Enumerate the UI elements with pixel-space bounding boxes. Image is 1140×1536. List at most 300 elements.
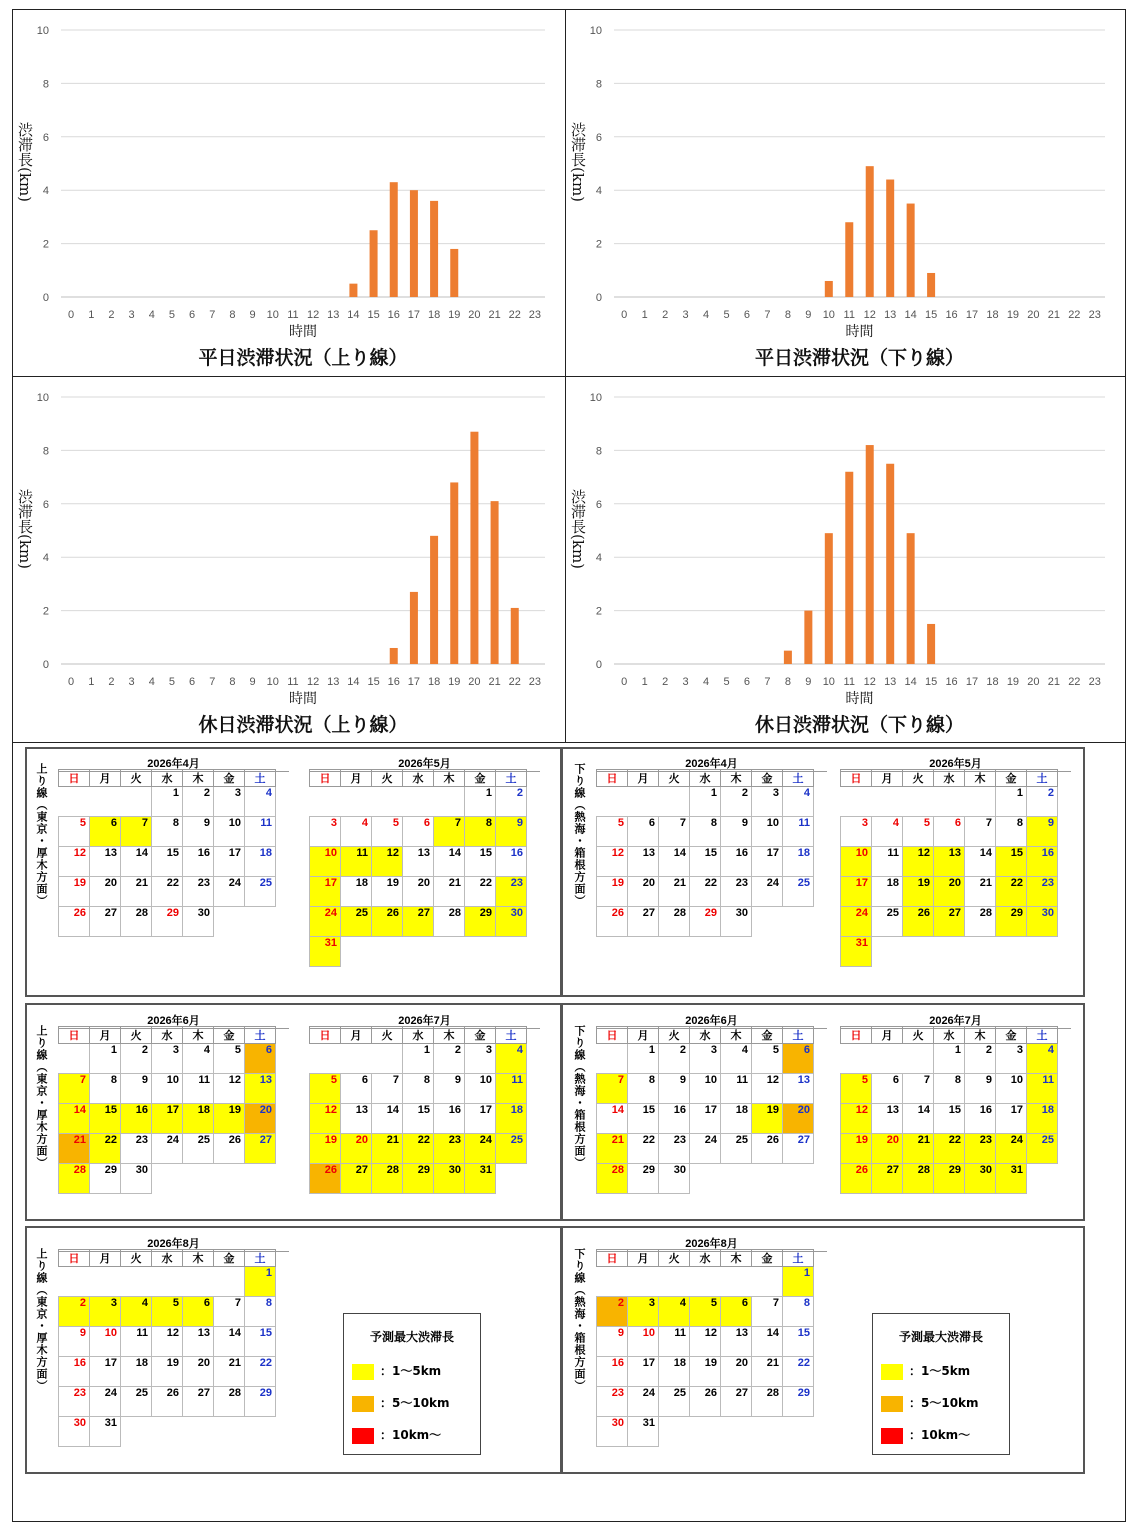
calendar-month-title: 2026年8月 [58, 1235, 289, 1252]
weekday-header: 木 [965, 1027, 996, 1044]
x-tick-label: 3 [682, 676, 689, 688]
calendar-empty-cell [121, 1267, 152, 1297]
calendar-day: 2 [659, 1044, 690, 1074]
calendar-day: 6 [90, 817, 121, 847]
calendar-empty-cell [372, 787, 403, 817]
calendar-empty-cell [90, 1267, 121, 1297]
calendar-day: 3 [310, 817, 341, 847]
legend-item-10km [881, 1426, 970, 1444]
y-tick-label: 6 [595, 131, 602, 144]
calendar-day: 26 [903, 907, 934, 937]
x-tick-label: 17 [407, 309, 421, 321]
bar [370, 230, 378, 297]
calendar-day: 26 [152, 1387, 183, 1417]
calendar-day: 29 [996, 907, 1027, 937]
calendar-day: 8 [783, 1297, 814, 1327]
calendar-day: 13 [341, 1104, 372, 1134]
legend-swatch-red [881, 1428, 903, 1444]
x-tick-label: 3 [682, 309, 689, 321]
calendar-day: 17 [310, 877, 341, 907]
calendar-day: 19 [310, 1134, 341, 1164]
calendar-day: 19 [59, 877, 90, 907]
calendar-day: 23 [121, 1134, 152, 1164]
x-tick-label: 10 [822, 676, 835, 688]
calendar-day: 25 [721, 1134, 752, 1164]
weekday-header: 金 [465, 770, 496, 787]
x-tick-label: 6 [743, 309, 751, 321]
x-tick-label: 1 [88, 676, 95, 688]
y-tick-label: 10 [36, 25, 49, 37]
y-tick-label: 0 [595, 292, 602, 304]
x-tick-label: 4 [148, 676, 155, 688]
calendar-day: 20 [341, 1134, 372, 1164]
calendar-empty-cell [1027, 937, 1058, 967]
x-tick-label: 7 [764, 676, 771, 688]
x-tick-label: 10 [266, 309, 279, 321]
legend-label: ：5～10km [909, 1396, 979, 1410]
calendar-day: 19 [841, 1134, 872, 1164]
x-tick-label: 17 [965, 676, 979, 688]
calendar-empty-cell [659, 787, 690, 817]
calendar-day: 26 [310, 1164, 341, 1194]
y-tick-label: 6 [42, 131, 49, 144]
calendar-day: 22 [628, 1134, 659, 1164]
bar [450, 482, 458, 664]
calendar-empty-cell [872, 937, 903, 967]
calendar-day: 1 [934, 1044, 965, 1074]
calendar-month-title: 2026年4月 [596, 755, 827, 772]
y-tick-label: 0 [42, 659, 49, 671]
calendar-day: 7 [659, 817, 690, 847]
calendar-day: 15 [465, 847, 496, 877]
calendar-empty-cell [152, 1164, 183, 1194]
x-tick-label: 23 [1088, 676, 1101, 688]
calendar-day: 1 [152, 787, 183, 817]
x-tick-label: 6 [743, 676, 751, 688]
calendar-day: 2 [59, 1297, 90, 1327]
calendar-day: 18 [1027, 1104, 1058, 1134]
calendar-day: 13 [872, 1104, 903, 1134]
calendar-day: 27 [628, 907, 659, 937]
x-tick-label: 23 [528, 676, 542, 688]
x-tick-label: 8 [784, 676, 791, 688]
calendar-day: 30 [965, 1164, 996, 1194]
calendar-day: 19 [214, 1104, 245, 1134]
calendar-day: 22 [934, 1134, 965, 1164]
calendar-day: 2 [965, 1044, 996, 1074]
y-tick-label: 2 [595, 238, 602, 251]
calendar-day: 27 [245, 1134, 276, 1164]
x-tick-label: 22 [1068, 676, 1081, 688]
weekday-header: 日 [310, 770, 341, 787]
calendar-empty-cell [597, 1267, 628, 1297]
calendar-day: 12 [59, 847, 90, 877]
calendar-day: 15 [152, 847, 183, 877]
x-tick-label: 5 [168, 309, 175, 321]
calendar-day: 28 [214, 1387, 245, 1417]
weekday-header: 月 [90, 1027, 121, 1044]
x-tick-label: 12 [863, 309, 876, 321]
x-tick-label: 8 [784, 309, 791, 321]
x-tick-label: 18 [986, 309, 999, 321]
calendar-day: 16 [1027, 847, 1058, 877]
weekday-header: 水 [690, 1027, 721, 1044]
calendar-day: 14 [59, 1104, 90, 1134]
weekday-header: 水 [934, 770, 965, 787]
x-tick-label: 17 [407, 676, 421, 688]
calendar-day: 5 [597, 817, 628, 847]
calendar-day: 7 [597, 1074, 628, 1104]
y-axis-label: 渋滞長(km) [16, 122, 34, 203]
calendar-day: 20 [721, 1357, 752, 1387]
calendar-day: 25 [1027, 1134, 1058, 1164]
calendar-day: 27 [872, 1164, 903, 1194]
calendar-day: 16 [721, 847, 752, 877]
calendar-empty-cell [1027, 1164, 1058, 1194]
bar [511, 608, 519, 664]
calendar-day: 11 [496, 1074, 527, 1104]
calendar-day: 26 [841, 1164, 872, 1194]
calendar-day: 3 [465, 1044, 496, 1074]
bar [410, 190, 418, 297]
x-tick-label: 20 [1027, 309, 1040, 321]
calendar-day: 9 [121, 1074, 152, 1104]
weekday-header: 日 [59, 1250, 90, 1267]
weekday-header: 火 [659, 1250, 690, 1267]
calendar-empty-cell [783, 1164, 814, 1194]
y-tick-label: 10 [36, 392, 49, 404]
calendar-day: 29 [152, 907, 183, 937]
calendar-day: 10 [996, 1074, 1027, 1104]
calendar-day: 20 [934, 877, 965, 907]
bar [866, 445, 874, 664]
calendar-day: 6 [628, 817, 659, 847]
y-tick-label: 4 [595, 185, 602, 198]
x-tick-label: 12 [306, 676, 320, 688]
x-tick-label: 0 [621, 309, 628, 321]
x-tick-label: 2 [662, 676, 669, 688]
weekday-header: 火 [659, 770, 690, 787]
calendar-empty-cell [310, 787, 341, 817]
calendar-day: 5 [152, 1297, 183, 1327]
calendar-day: 25 [496, 1134, 527, 1164]
calendar-day: 2 [183, 787, 214, 817]
calendar-day: 28 [372, 1164, 403, 1194]
calendar-day: 23 [183, 877, 214, 907]
x-axis-label: 時間 [289, 324, 317, 340]
x-tick-label: 5 [168, 676, 175, 688]
calendar-day: 14 [965, 847, 996, 877]
calendar-day: 5 [690, 1297, 721, 1327]
chart-panel-weekday-up [12, 9, 566, 377]
calendar-empty-cell [841, 1044, 872, 1074]
calendar-day: 2 [1027, 787, 1058, 817]
calendar-day: 29 [245, 1387, 276, 1417]
weekday-header: 土 [1027, 770, 1058, 787]
calendar-day: 14 [659, 847, 690, 877]
calendar-day: 1 [996, 787, 1027, 817]
calendar-day: 20 [783, 1104, 814, 1134]
y-tick-label: 8 [42, 445, 49, 458]
calendar-day: 29 [403, 1164, 434, 1194]
y-tick-label: 4 [42, 185, 49, 198]
calendar-day: 22 [783, 1357, 814, 1387]
direction-label-down: 下り線（熱海・箱根方面） [573, 1248, 586, 1392]
calendar-empty-cell [59, 1267, 90, 1297]
bar [927, 273, 935, 297]
calendar-day: 23 [721, 877, 752, 907]
calendar-day: 28 [121, 907, 152, 937]
calendar-day: 31 [841, 937, 872, 967]
x-tick-label: 3 [128, 309, 135, 321]
x-tick-label: 1 [88, 309, 95, 321]
x-tick-label: 13 [884, 676, 897, 688]
calendar-day: 11 [341, 847, 372, 877]
x-tick-label: 8 [229, 309, 236, 321]
x-tick-label: 14 [347, 309, 360, 321]
calendar-day: 31 [628, 1417, 659, 1447]
calendar-day: 22 [465, 877, 496, 907]
x-tick-label: 18 [427, 676, 441, 688]
calendar-day: 17 [628, 1357, 659, 1387]
chart-holiday-down [566, 377, 1127, 744]
calendar-day: 3 [996, 1044, 1027, 1074]
calendar-day: 9 [59, 1327, 90, 1357]
x-tick-label: 14 [904, 676, 917, 688]
calendar-day: 12 [690, 1327, 721, 1357]
x-tick-label: 2 [108, 309, 115, 321]
legend-title: 予測最大渋滞長 [369, 1330, 454, 1344]
weekday-header: 日 [59, 770, 90, 787]
y-tick-label: 8 [595, 445, 602, 458]
calendar-empty-cell [183, 1164, 214, 1194]
calendar-day: 25 [659, 1387, 690, 1417]
calendar-day: 25 [341, 907, 372, 937]
calendar-day: 5 [841, 1074, 872, 1104]
calendar-day: 27 [90, 907, 121, 937]
calendar-day: 8 [245, 1297, 276, 1327]
weekday-header: 月 [628, 1027, 659, 1044]
calendar-empty-cell [628, 1267, 659, 1297]
legend-swatch-yellow [352, 1364, 374, 1380]
weekday-header: 月 [872, 1027, 903, 1044]
x-tick-label: 21 [488, 309, 501, 321]
calendar-empty-cell [245, 1164, 276, 1194]
calendar-day: 25 [872, 907, 903, 937]
calendar-day: 28 [434, 907, 465, 937]
weekday-header: 木 [183, 1027, 214, 1044]
bar [825, 533, 833, 664]
chart-weekday-down [566, 10, 1127, 378]
direction-label-up: 上り線（東京・厚木方面） [35, 1025, 48, 1169]
calendar-day: 14 [752, 1327, 783, 1357]
x-tick-label: 23 [1088, 309, 1101, 321]
y-tick-label: 10 [589, 392, 602, 404]
calendar-up-month [58, 1026, 276, 1194]
calendar-empty-cell [934, 937, 965, 967]
calendar-day: 21 [121, 877, 152, 907]
weekday-header: 月 [341, 1027, 372, 1044]
calendar-day: 16 [183, 847, 214, 877]
calendar-empty-cell [783, 907, 814, 937]
calendar-day: 19 [152, 1357, 183, 1387]
calendar-day: 24 [628, 1387, 659, 1417]
calendar-day: 10 [841, 847, 872, 877]
x-tick-label: 12 [306, 309, 320, 321]
calendar-day: 20 [245, 1104, 276, 1134]
calendar-day: 30 [121, 1164, 152, 1194]
calendar-day: 5 [903, 817, 934, 847]
calendar-day: 23 [597, 1387, 628, 1417]
calendar-day: 25 [245, 877, 276, 907]
weekday-header: 木 [721, 1027, 752, 1044]
calendar-empty-cell [341, 1044, 372, 1074]
bar [430, 536, 438, 664]
weekday-header: 火 [372, 770, 403, 787]
calendar-day: 17 [465, 1104, 496, 1134]
calendar-day: 1 [690, 787, 721, 817]
calendar-empty-cell [465, 937, 496, 967]
calendar-day: 12 [214, 1074, 245, 1104]
legend-label: ：10km～ [380, 1428, 442, 1442]
x-tick-label: 9 [249, 676, 256, 688]
calendar-day: 11 [659, 1327, 690, 1357]
weekday-header: 木 [434, 1027, 465, 1044]
calendar-day: 18 [121, 1357, 152, 1387]
calendar-day: 6 [245, 1044, 276, 1074]
y-axis-label: 渋滞長(km) [16, 489, 34, 570]
bar [886, 180, 894, 297]
calendar-day: 19 [597, 877, 628, 907]
calendar-day: 26 [59, 907, 90, 937]
calendar-day: 26 [597, 907, 628, 937]
calendar-day: 8 [934, 1074, 965, 1104]
weekday-header: 火 [121, 1250, 152, 1267]
weekday-header: 土 [245, 770, 276, 787]
calendar-day: 2 [721, 787, 752, 817]
calendar-up-month [309, 1026, 527, 1194]
x-tick-label: 21 [1047, 309, 1060, 321]
calendar-day: 12 [597, 847, 628, 877]
calendar-day: 11 [1027, 1074, 1058, 1104]
x-tick-label: 15 [367, 309, 380, 321]
x-tick-label: 22 [508, 676, 521, 688]
calendar-day: 13 [90, 847, 121, 877]
x-tick-label: 19 [1006, 676, 1020, 688]
calendar-area [12, 742, 1126, 1522]
calendar-empty-cell [214, 1164, 245, 1194]
chart-title: 平日渋滞状況（上り線） [198, 347, 408, 369]
calendar-day: 18 [783, 847, 814, 877]
calendar-day: 31 [90, 1417, 121, 1447]
direction-label-up: 上り線（東京・厚木方面） [35, 1248, 48, 1392]
weekday-header: 水 [152, 770, 183, 787]
x-tick-label: 0 [621, 676, 628, 688]
weekday-header: 木 [721, 770, 752, 787]
y-tick-label: 6 [42, 498, 49, 511]
calendar-day: 13 [628, 847, 659, 877]
y-tick-label: 4 [595, 552, 602, 565]
calendar-day: 8 [90, 1074, 121, 1104]
calendar-day: 19 [903, 877, 934, 907]
calendar-day: 25 [121, 1387, 152, 1417]
calendar-day: 4 [659, 1297, 690, 1327]
calendar-day: 28 [903, 1164, 934, 1194]
calendar-empty-cell [965, 787, 996, 817]
calendar-day: 4 [496, 1044, 527, 1074]
calendar-day: 5 [310, 1074, 341, 1104]
calendar-day: 12 [903, 847, 934, 877]
calendar-day: 13 [183, 1327, 214, 1357]
calendar-empty-cell [59, 1044, 90, 1074]
chart-panel-weekday-down [565, 9, 1126, 377]
y-axis-label: 渋滞長(km) [569, 122, 587, 203]
x-tick-label: 5 [723, 676, 730, 688]
weekday-header: 日 [841, 770, 872, 787]
calendar-empty-cell [403, 937, 434, 967]
x-tick-label: 20 [468, 676, 481, 688]
calendar-empty-cell [752, 1267, 783, 1297]
x-tick-label: 0 [68, 676, 75, 688]
calendar-empty-cell [690, 1267, 721, 1297]
x-tick-label: 8 [229, 676, 236, 688]
x-tick-label: 11 [843, 676, 855, 688]
y-tick-label: 8 [595, 78, 602, 91]
calendar-month-title: 2026年6月 [596, 1012, 827, 1029]
calendar-day: 15 [690, 847, 721, 877]
x-tick-label: 9 [249, 309, 256, 321]
calendar-day: 21 [59, 1134, 90, 1164]
calendar-empty-cell [597, 787, 628, 817]
direction-label-up: 上り線（東京・厚木方面） [35, 763, 48, 907]
x-tick-label: 0 [68, 309, 75, 321]
bar [907, 533, 915, 664]
calendar-day: 10 [310, 847, 341, 877]
calendar-day: 28 [597, 1164, 628, 1194]
calendar-day: 24 [996, 1134, 1027, 1164]
calendar-day: 30 [183, 907, 214, 937]
calendar-day: 21 [434, 877, 465, 907]
calendar-day: 17 [996, 1104, 1027, 1134]
calendar-day: 22 [90, 1134, 121, 1164]
x-tick-label: 13 [884, 309, 897, 321]
weekday-header: 月 [872, 770, 903, 787]
calendar-day: 24 [214, 877, 245, 907]
calendar-day: 3 [841, 817, 872, 847]
calendar-day: 2 [496, 787, 527, 817]
calendar-day: 23 [659, 1134, 690, 1164]
y-tick-label: 2 [595, 605, 602, 618]
calendar-empty-cell [310, 1044, 341, 1074]
calendar-day: 30 [496, 907, 527, 937]
weekday-header: 金 [752, 1250, 783, 1267]
calendar-empty-cell [341, 787, 372, 817]
weekday-header: 月 [341, 770, 372, 787]
x-tick-label: 19 [448, 309, 461, 321]
calendar-day: 16 [597, 1357, 628, 1387]
calendar-day: 1 [783, 1267, 814, 1297]
calendar-day: 21 [659, 877, 690, 907]
legend-swatch-yellow [881, 1364, 903, 1380]
calendar-empty-cell [121, 1417, 152, 1447]
weekday-header: 土 [496, 1027, 527, 1044]
weekday-header: 土 [245, 1027, 276, 1044]
legend-item-5-10km [352, 1394, 450, 1412]
calendar-day: 4 [341, 817, 372, 847]
calendar-day: 31 [310, 937, 341, 967]
x-tick-label: 15 [924, 309, 938, 321]
direction-label-down: 下り線（熱海・箱根方面） [573, 1025, 586, 1169]
